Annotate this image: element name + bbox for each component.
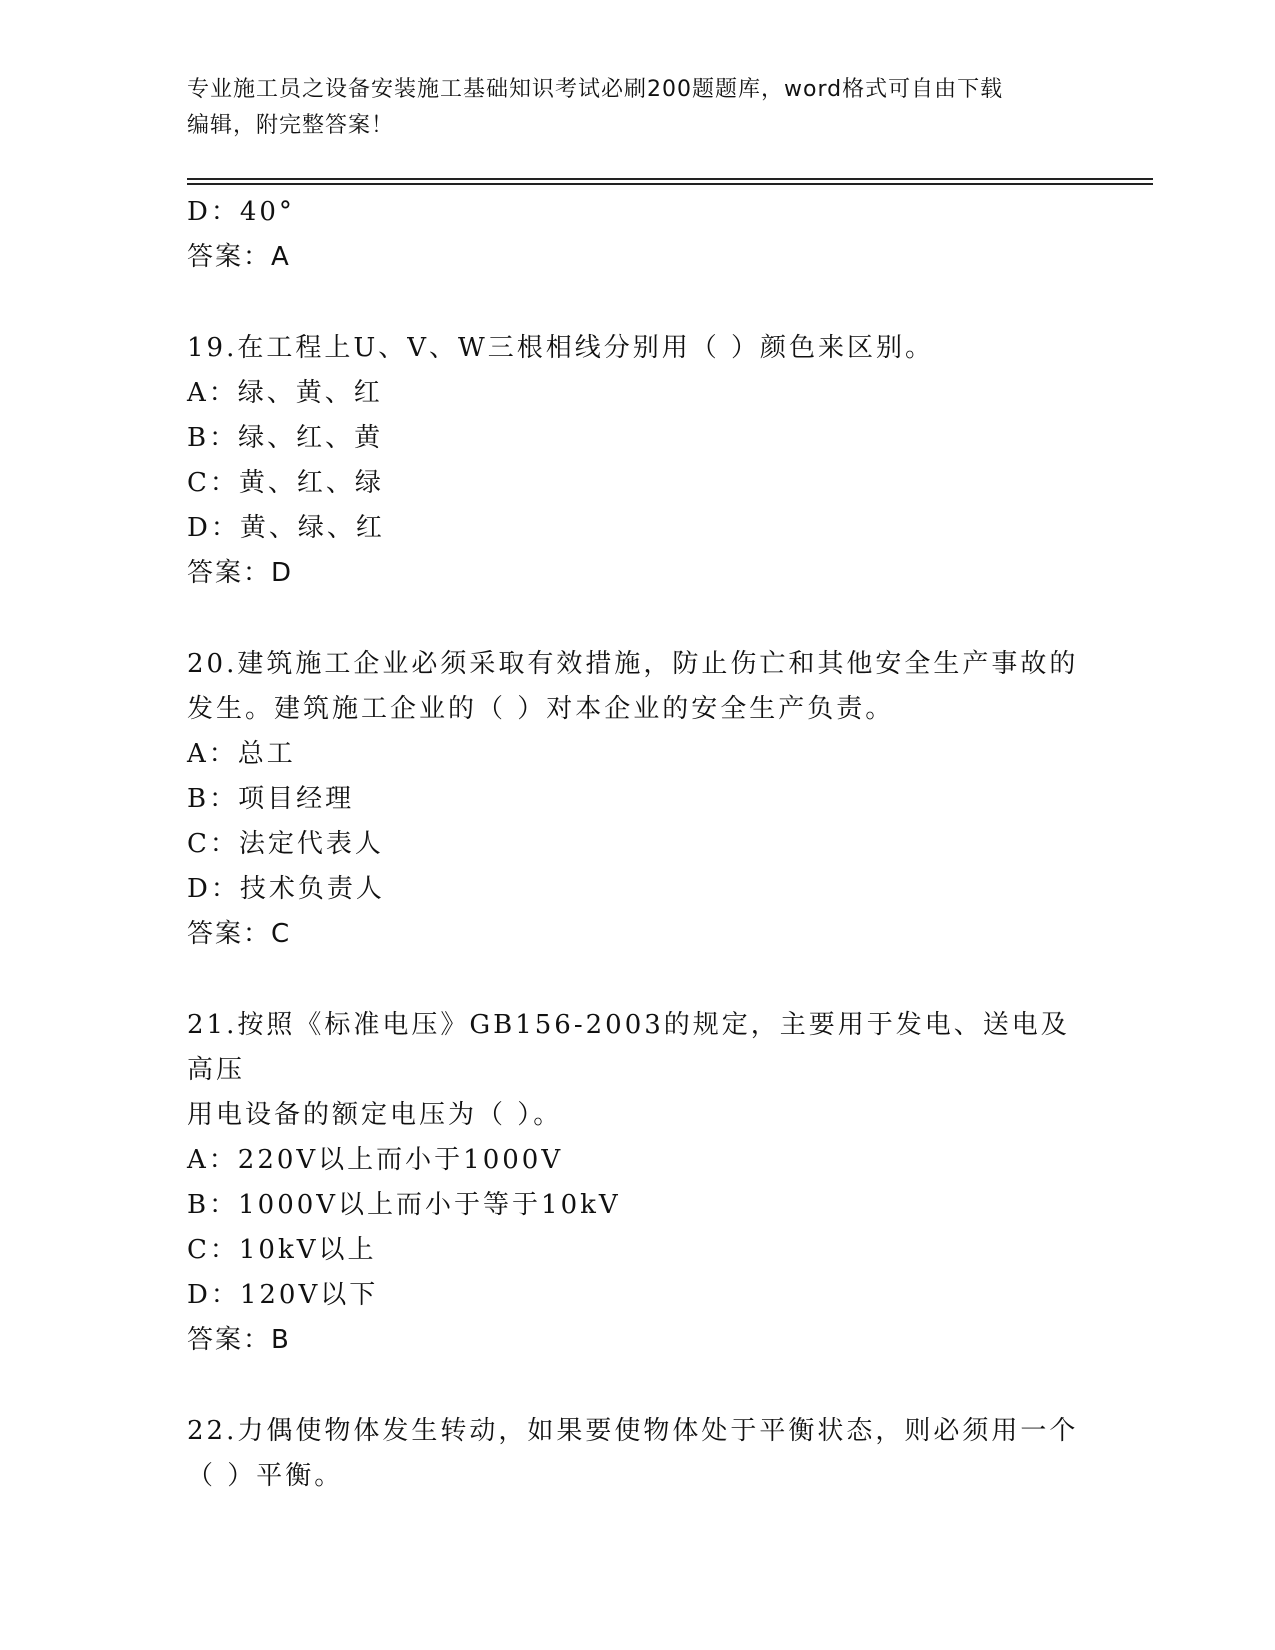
answer-line: 答案：B xyxy=(187,1325,291,1355)
header-divider-bottom xyxy=(187,183,1153,185)
document-header xyxy=(187,72,1067,144)
question-text-line2: 用电设备的额定电压为（ ）。 xyxy=(187,1100,563,1130)
answer-line: 答案：A xyxy=(187,242,291,272)
option-a: A：220V以上而小于1000V xyxy=(187,1145,564,1175)
option-d: D：黄、绿、红 xyxy=(187,513,385,543)
option-b: B：绿、红、黄 xyxy=(187,423,384,453)
question-text: 19.在工程上U、V、W三根相线分别用（ ）颜色来区别。 xyxy=(187,333,935,363)
question-text-line2: （ ）平衡。 xyxy=(187,1461,344,1491)
question-21 xyxy=(187,1003,1087,1363)
option-b: B：项目经理 xyxy=(187,784,355,814)
answer-line: 答案：D xyxy=(187,558,294,588)
previous-question-tail xyxy=(187,190,1087,280)
header-divider-top xyxy=(187,178,1153,180)
option-c: C：10kV以上 xyxy=(187,1235,377,1265)
option-a: A：总工 xyxy=(187,739,296,769)
option-c: C：黄、红、绿 xyxy=(187,468,384,498)
question-text-line1: 20.建筑施工企业必须采取有效措施，防止伤亡和其他安全生产事故的 xyxy=(187,649,1079,679)
question-text-line2: 发生。建筑施工企业的（ ）对本企业的安全生产负责。 xyxy=(187,694,895,724)
question-text-line1: 21.按照《标准电压》GB156-2003的规定，主要用于发电、送电及高压 xyxy=(187,1010,1070,1085)
option-b: B：1000V以上而小于等于10kV xyxy=(187,1190,621,1220)
question-20 xyxy=(187,642,1087,957)
question-22 xyxy=(187,1409,1087,1499)
question-19 xyxy=(187,326,1087,596)
option-d: D：120V以下 xyxy=(187,1280,379,1310)
answer-line: 答案：C xyxy=(187,919,292,949)
option-d: D：技术负责人 xyxy=(187,874,385,904)
question-list xyxy=(187,190,1087,1499)
option-d: D：40° xyxy=(187,197,295,227)
header-title-line1: 专业施工员之设备安装施工基础知识考试必刷200题题库，word格式可自由下载 xyxy=(187,77,1004,102)
question-text-line1: 22.力偶使物体发生转动，如果要使物体处于平衡状态，则必须用一个 xyxy=(187,1416,1079,1446)
header-title-line2: 编辑，附完整答案！ xyxy=(187,113,395,138)
option-a: A：绿、黄、红 xyxy=(187,378,383,408)
option-c: C：法定代表人 xyxy=(187,829,384,859)
